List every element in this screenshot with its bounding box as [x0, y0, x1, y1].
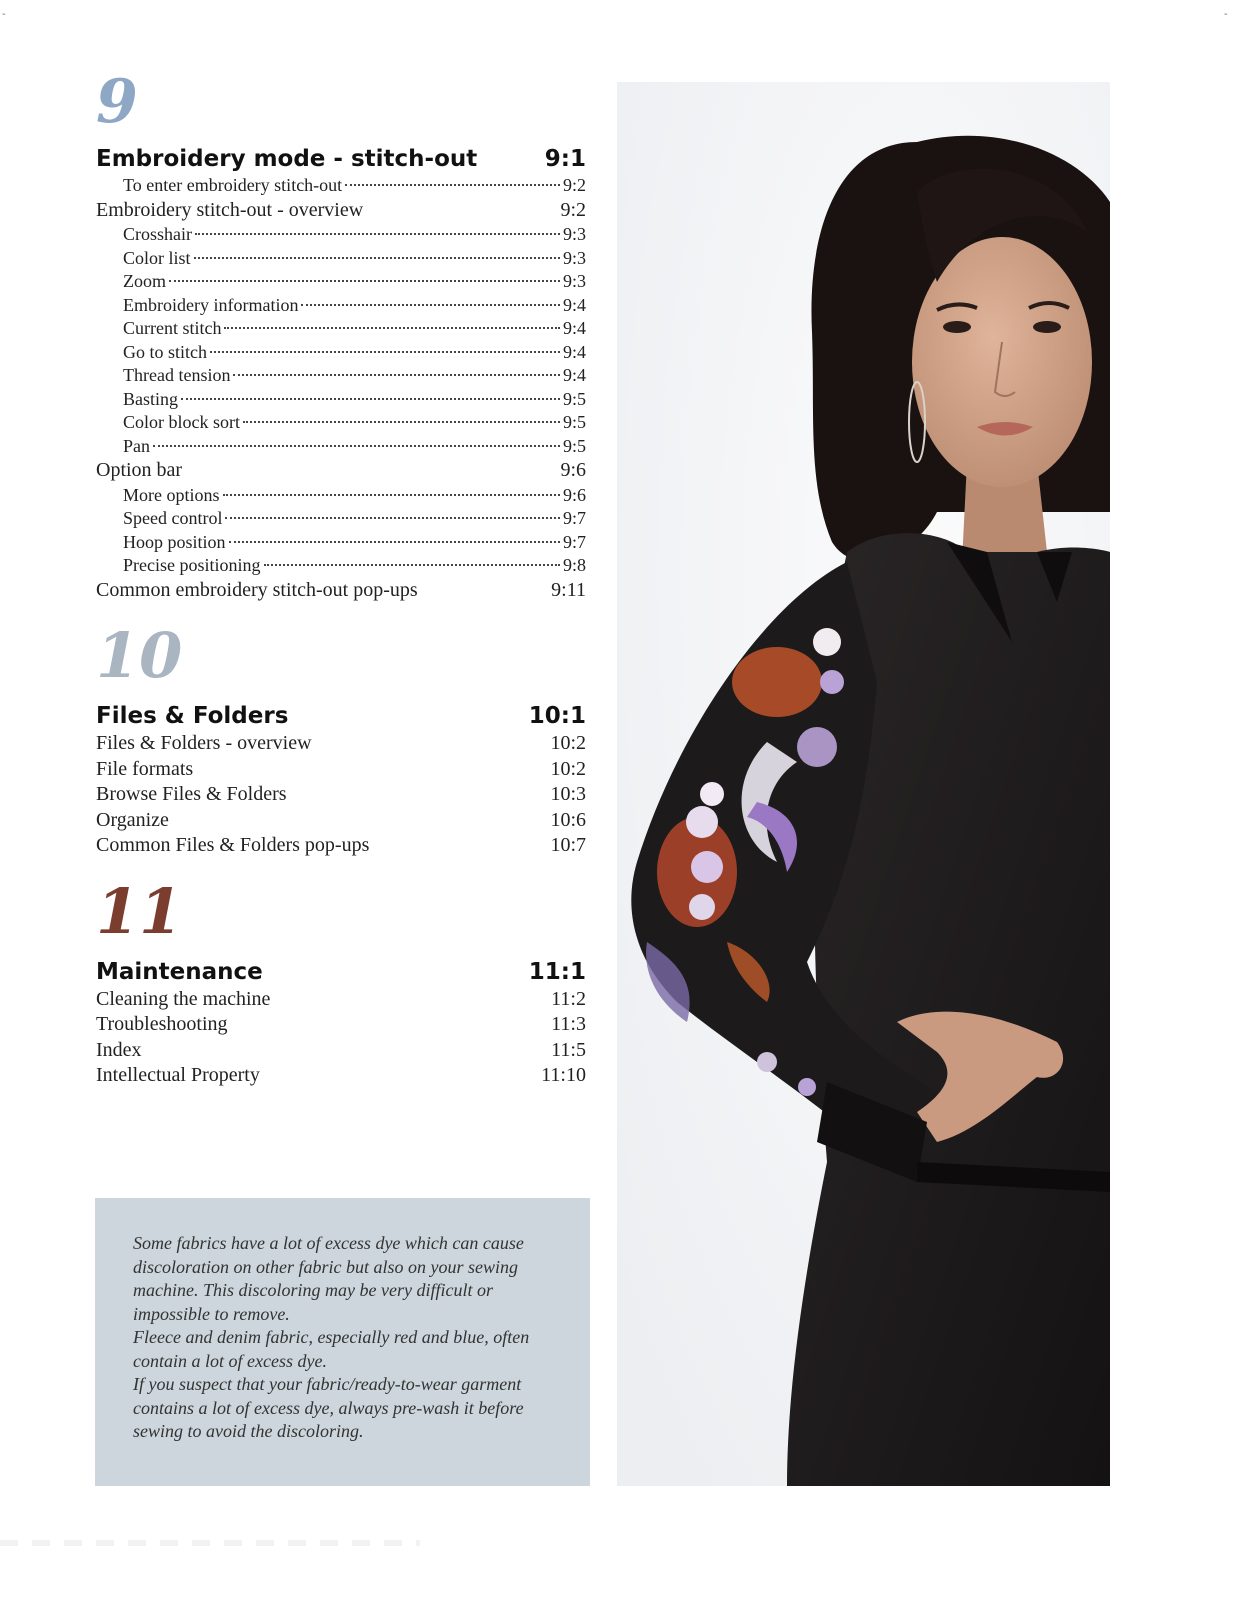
toc-entry[interactable]: [96, 247, 586, 271]
toc-entry-title: Zoom: [123, 271, 166, 291]
toc-entry-page: 9:6: [562, 484, 586, 505]
toc-entry[interactable]: [96, 341, 586, 365]
chapter-heading[interactable]: [96, 144, 586, 174]
toc-entry-title: Precise positioning: [123, 555, 261, 575]
toc-entry-page: 9:7: [562, 531, 586, 552]
footer-artifact: [0, 1540, 420, 1546]
toc-entry[interactable]: [96, 808, 586, 834]
note-paragraph: If you suspect that your fabric/ready-to-wear garment contains a lot of excess dye, always pre-wash it before sewing to avoid the discoloring.: [133, 1374, 524, 1441]
left-eye: [943, 321, 971, 333]
dot-leader: [210, 351, 560, 353]
toc-entry-title: Speed control: [123, 508, 223, 528]
toc-entry[interactable]: [96, 507, 586, 531]
dot-leader: [233, 374, 560, 376]
toc-entry[interactable]: [96, 731, 586, 757]
dot-leader: [229, 541, 560, 543]
toc-entry-page: 10:2: [550, 732, 586, 754]
toc-entry-page: 9:3: [562, 247, 586, 268]
dot-leader: [264, 564, 560, 566]
toc-entry[interactable]: [96, 531, 586, 555]
chapter-page: 9:1: [544, 146, 586, 172]
toc-entry[interactable]: [96, 1063, 586, 1089]
chapter-11: [96, 874, 586, 1089]
toc-entry-title: Troubleshooting: [96, 1013, 228, 1035]
chapter-entries: [96, 174, 586, 603]
toc-entry-title: Common Files & Folders pop-ups: [96, 834, 370, 856]
toc-entry[interactable]: [96, 1038, 586, 1064]
toc-entry[interactable]: [96, 484, 586, 508]
dot-leader: [169, 280, 560, 282]
toc-entry-title: Intellectual Property: [96, 1064, 260, 1086]
toc-entry[interactable]: [96, 270, 586, 294]
toc-entry-page: 9:4: [562, 365, 586, 385]
toc-entry-page: 10:3: [550, 783, 586, 805]
chapter-10: [96, 619, 586, 859]
dot-leader: [181, 398, 560, 400]
toc-entry-page: 9:4: [562, 294, 586, 315]
toc-entry-title: Crosshair: [123, 224, 192, 244]
crop-mark-left: -: [2, 9, 6, 20]
toc-entry[interactable]: [96, 411, 586, 435]
chapter-title: Embroidery mode - stitch-out: [96, 146, 478, 172]
toc-entry-page: 9:7: [562, 508, 586, 528]
toc-entry-page: 11:5: [551, 1038, 586, 1061]
toc-entry-title: Common embroidery stitch-out pop-ups: [96, 578, 418, 601]
toc-entry-title: File formats: [96, 757, 194, 780]
chapter-heading[interactable]: [96, 701, 586, 731]
toc-entry-title: Hoop position: [123, 531, 226, 552]
toc-entry[interactable]: [96, 757, 586, 783]
toc-entry-title: To enter embroidery stitch-out: [123, 175, 343, 195]
toc-entry-title: Current stitch: [123, 318, 222, 338]
toc-entry[interactable]: [96, 223, 586, 247]
toc-entry-page: 9:4: [562, 318, 586, 338]
chapter-number: 11: [96, 874, 183, 948]
toc-entry-page: 9:3: [562, 271, 586, 291]
toc-entry[interactable]: [96, 294, 586, 318]
toc-entry-page: 9:5: [562, 412, 586, 432]
toc-entry-title: Embroidery stitch-out - overview: [96, 198, 364, 221]
toc-entry-page: 9:2: [562, 175, 586, 195]
toc-entry-page: 10:7: [550, 834, 586, 856]
toc-entry-title: Pan: [123, 435, 150, 456]
toc-entry-page: 9:11: [551, 578, 586, 601]
toc-entry-page: 9:4: [562, 341, 586, 362]
chapter-number: 10: [96, 619, 183, 692]
toc-entry[interactable]: [96, 364, 586, 388]
dye-warning-note: [95, 1198, 590, 1486]
toc-entry-title: Cleaning the machine: [96, 987, 271, 1010]
toc-entry-title: More options: [123, 484, 220, 505]
dot-leader: [301, 304, 560, 306]
toc-entry-title: Color list: [123, 247, 191, 268]
dot-leader: [243, 421, 560, 423]
toc-entry-page: 9:6: [560, 459, 586, 481]
crop-mark-right: -: [1224, 9, 1228, 20]
toc-entry[interactable]: [96, 198, 586, 224]
model-photo: [617, 82, 1110, 1486]
dot-leader: [225, 517, 560, 519]
toc-entry[interactable]: [96, 987, 586, 1013]
dot-leader: [153, 445, 560, 447]
toc-entry-page: 11:3: [551, 1013, 586, 1035]
dot-leader: [223, 494, 560, 496]
toc-entry[interactable]: [96, 833, 586, 859]
toc-entry-page: 11:2: [551, 987, 586, 1010]
toc-entry-title: Thread tension: [123, 365, 231, 385]
chapter-title: Files & Folders: [96, 703, 289, 729]
toc-entry[interactable]: [96, 388, 586, 412]
dot-leader: [194, 257, 560, 259]
toc-entry-title: Basting: [123, 388, 179, 409]
toc-entry[interactable]: [96, 435, 586, 459]
chapter-page: 10:1: [528, 703, 586, 729]
note-paragraph: Fleece and denim fabric, especially red and blue, often contain a lot of excess dye.: [133, 1327, 530, 1371]
table-of-contents: [96, 67, 586, 1089]
toc-entry-title: Color block sort: [123, 412, 240, 432]
toc-entry-title: Index: [96, 1038, 142, 1061]
toc-entry[interactable]: [96, 458, 586, 484]
toc-entry[interactable]: [96, 554, 586, 578]
toc-entry-page: 11:10: [541, 1064, 586, 1086]
toc-entry[interactable]: [96, 317, 586, 341]
toc-entry[interactable]: [96, 174, 586, 198]
toc-entry-page: 9:2: [560, 198, 586, 221]
chapter-page: 11:1: [528, 958, 586, 985]
toc-entry[interactable]: [96, 782, 586, 808]
toc-entry-title: Embroidery information: [123, 294, 299, 315]
note-paragraph: Some fabrics have a lot of excess dye which can cause discoloration on other fabric but also on your sewing machine. This discoloring may be very difficult or impossible to remove.: [133, 1233, 524, 1324]
right-eye: [1033, 321, 1061, 333]
chapter-number: 9: [96, 67, 138, 137]
chapter-heading[interactable]: [96, 957, 586, 987]
toc-entry-page: 10:6: [550, 808, 586, 831]
toc-entry-title: Organize: [96, 808, 169, 831]
toc-entry[interactable]: [96, 578, 586, 604]
model-illustration: [617, 82, 1110, 1486]
toc-entry-title: Browse Files & Folders: [96, 783, 287, 805]
chapter-9: [96, 67, 586, 603]
toc-entry-page: 10:2: [550, 757, 586, 780]
dot-leader: [195, 233, 560, 235]
chapter-entries: [96, 987, 586, 1089]
toc-entry-page: 9:3: [562, 224, 586, 244]
toc-entry-title: Files & Folders - overview: [96, 732, 312, 754]
toc-entry-page: 9:5: [562, 388, 586, 409]
toc-entry[interactable]: [96, 1012, 586, 1038]
toc-entry-title: Go to stitch: [123, 341, 207, 362]
chapter-entries: [96, 731, 586, 859]
toc-entry-title: Option bar: [96, 459, 183, 481]
toc-entry-page: 9:5: [562, 435, 586, 456]
dot-leader: [345, 184, 560, 186]
toc-entry-page: 9:8: [562, 555, 586, 575]
dot-leader: [224, 327, 560, 329]
chapter-title: Maintenance: [96, 958, 263, 985]
